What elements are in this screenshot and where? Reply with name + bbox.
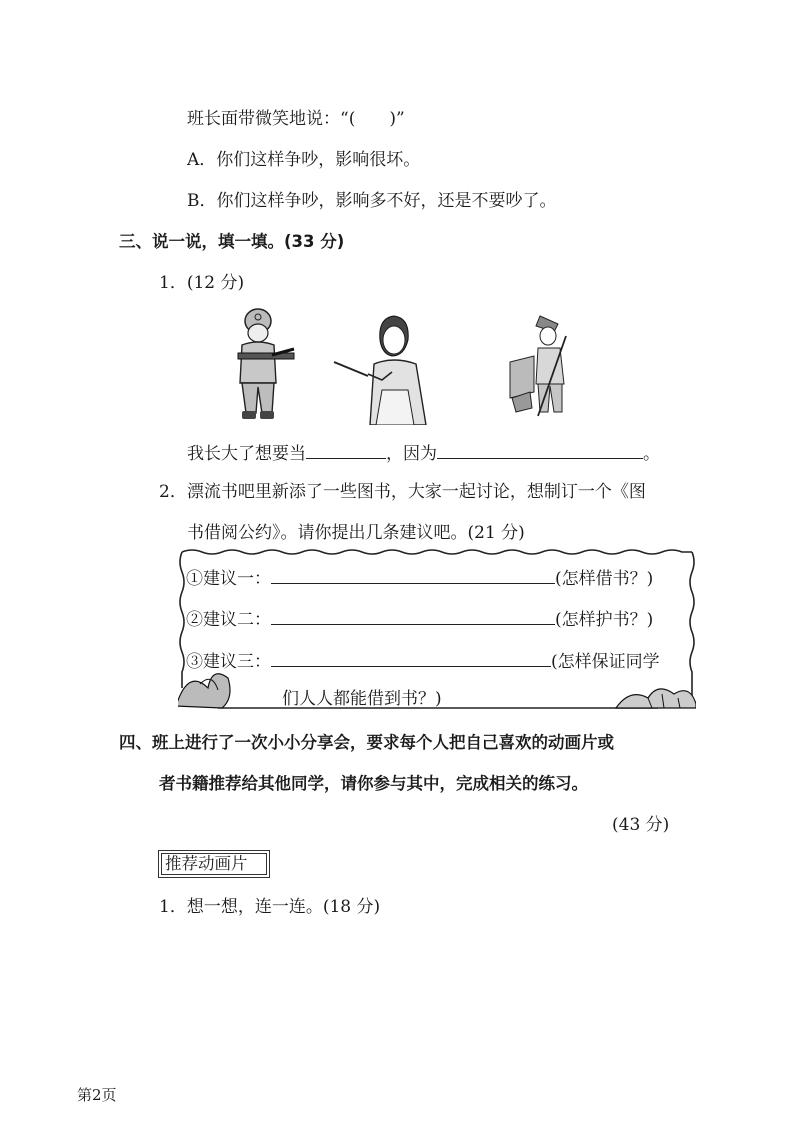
page-number: 第2页	[77, 1086, 117, 1104]
suggestion-1-blank[interactable]	[271, 565, 555, 584]
suggestion-1-label: ①建议一：	[186, 569, 271, 589]
q1-sentence-end: 。	[643, 444, 660, 464]
job-blank[interactable]	[306, 440, 386, 459]
recommend-cartoon-label: 推荐动画片	[158, 850, 270, 878]
street-sweeper-figure	[508, 308, 578, 423]
q2-line2: 书借阅公约》。请你提出几条建议吧。(21 分)	[187, 523, 525, 543]
suggestion-3-hint: (怎样保证同学	[551, 652, 660, 672]
suggestion-3-cont: 们人人都能借到书？)	[282, 689, 442, 709]
q1-sentence-mid: ，因为	[386, 444, 437, 464]
q1-sentence	[187, 440, 660, 465]
section4-heading-line1: 四、班上进行了一次小小分享会，要求每个人把自己喜欢的动画片或	[119, 733, 614, 752]
q1-label: 1．(12 分)	[159, 273, 245, 293]
section3-heading: 三、说一说，填一填。(33 分)	[119, 232, 345, 251]
suggestion-3	[186, 648, 660, 673]
suggestion-3-blank[interactable]	[271, 648, 551, 667]
teacher-figure	[330, 310, 445, 425]
section4-points: (43 分)	[612, 815, 670, 835]
suggestion-1	[186, 565, 653, 590]
monitor-line: 班长面带微笑地说：“( )”	[187, 109, 405, 129]
reason-blank[interactable]	[437, 440, 643, 459]
option-b: B．你们这样争吵，影响多不好，还是不要吵了。	[187, 191, 557, 211]
q2-line1: 2．漂流书吧里新添了一些图书，大家一起讨论，想制订一个《图	[159, 482, 646, 502]
section4-q1: 1．想一想，连一连。(18 分)	[159, 897, 381, 917]
q1-sentence-pre: 我长大了想要当	[187, 444, 306, 464]
suggestion-1-hint: (怎样借书？)	[555, 569, 654, 589]
suggestion-2-blank[interactable]	[271, 606, 555, 625]
suggestion-2-label: ②建议二：	[186, 610, 271, 630]
section4-heading-line2: 者书籍推荐给其他同学，请你参与其中，完成相关的练习。	[159, 774, 588, 793]
soldier-figure	[228, 305, 300, 425]
option-a: A．你们这样争吵，影响很坏。	[187, 150, 421, 170]
suggestion-2-hint: (怎样护书？)	[555, 610, 654, 630]
suggestion-2	[186, 606, 653, 631]
suggestion-3-label: ③建议三：	[186, 652, 271, 672]
